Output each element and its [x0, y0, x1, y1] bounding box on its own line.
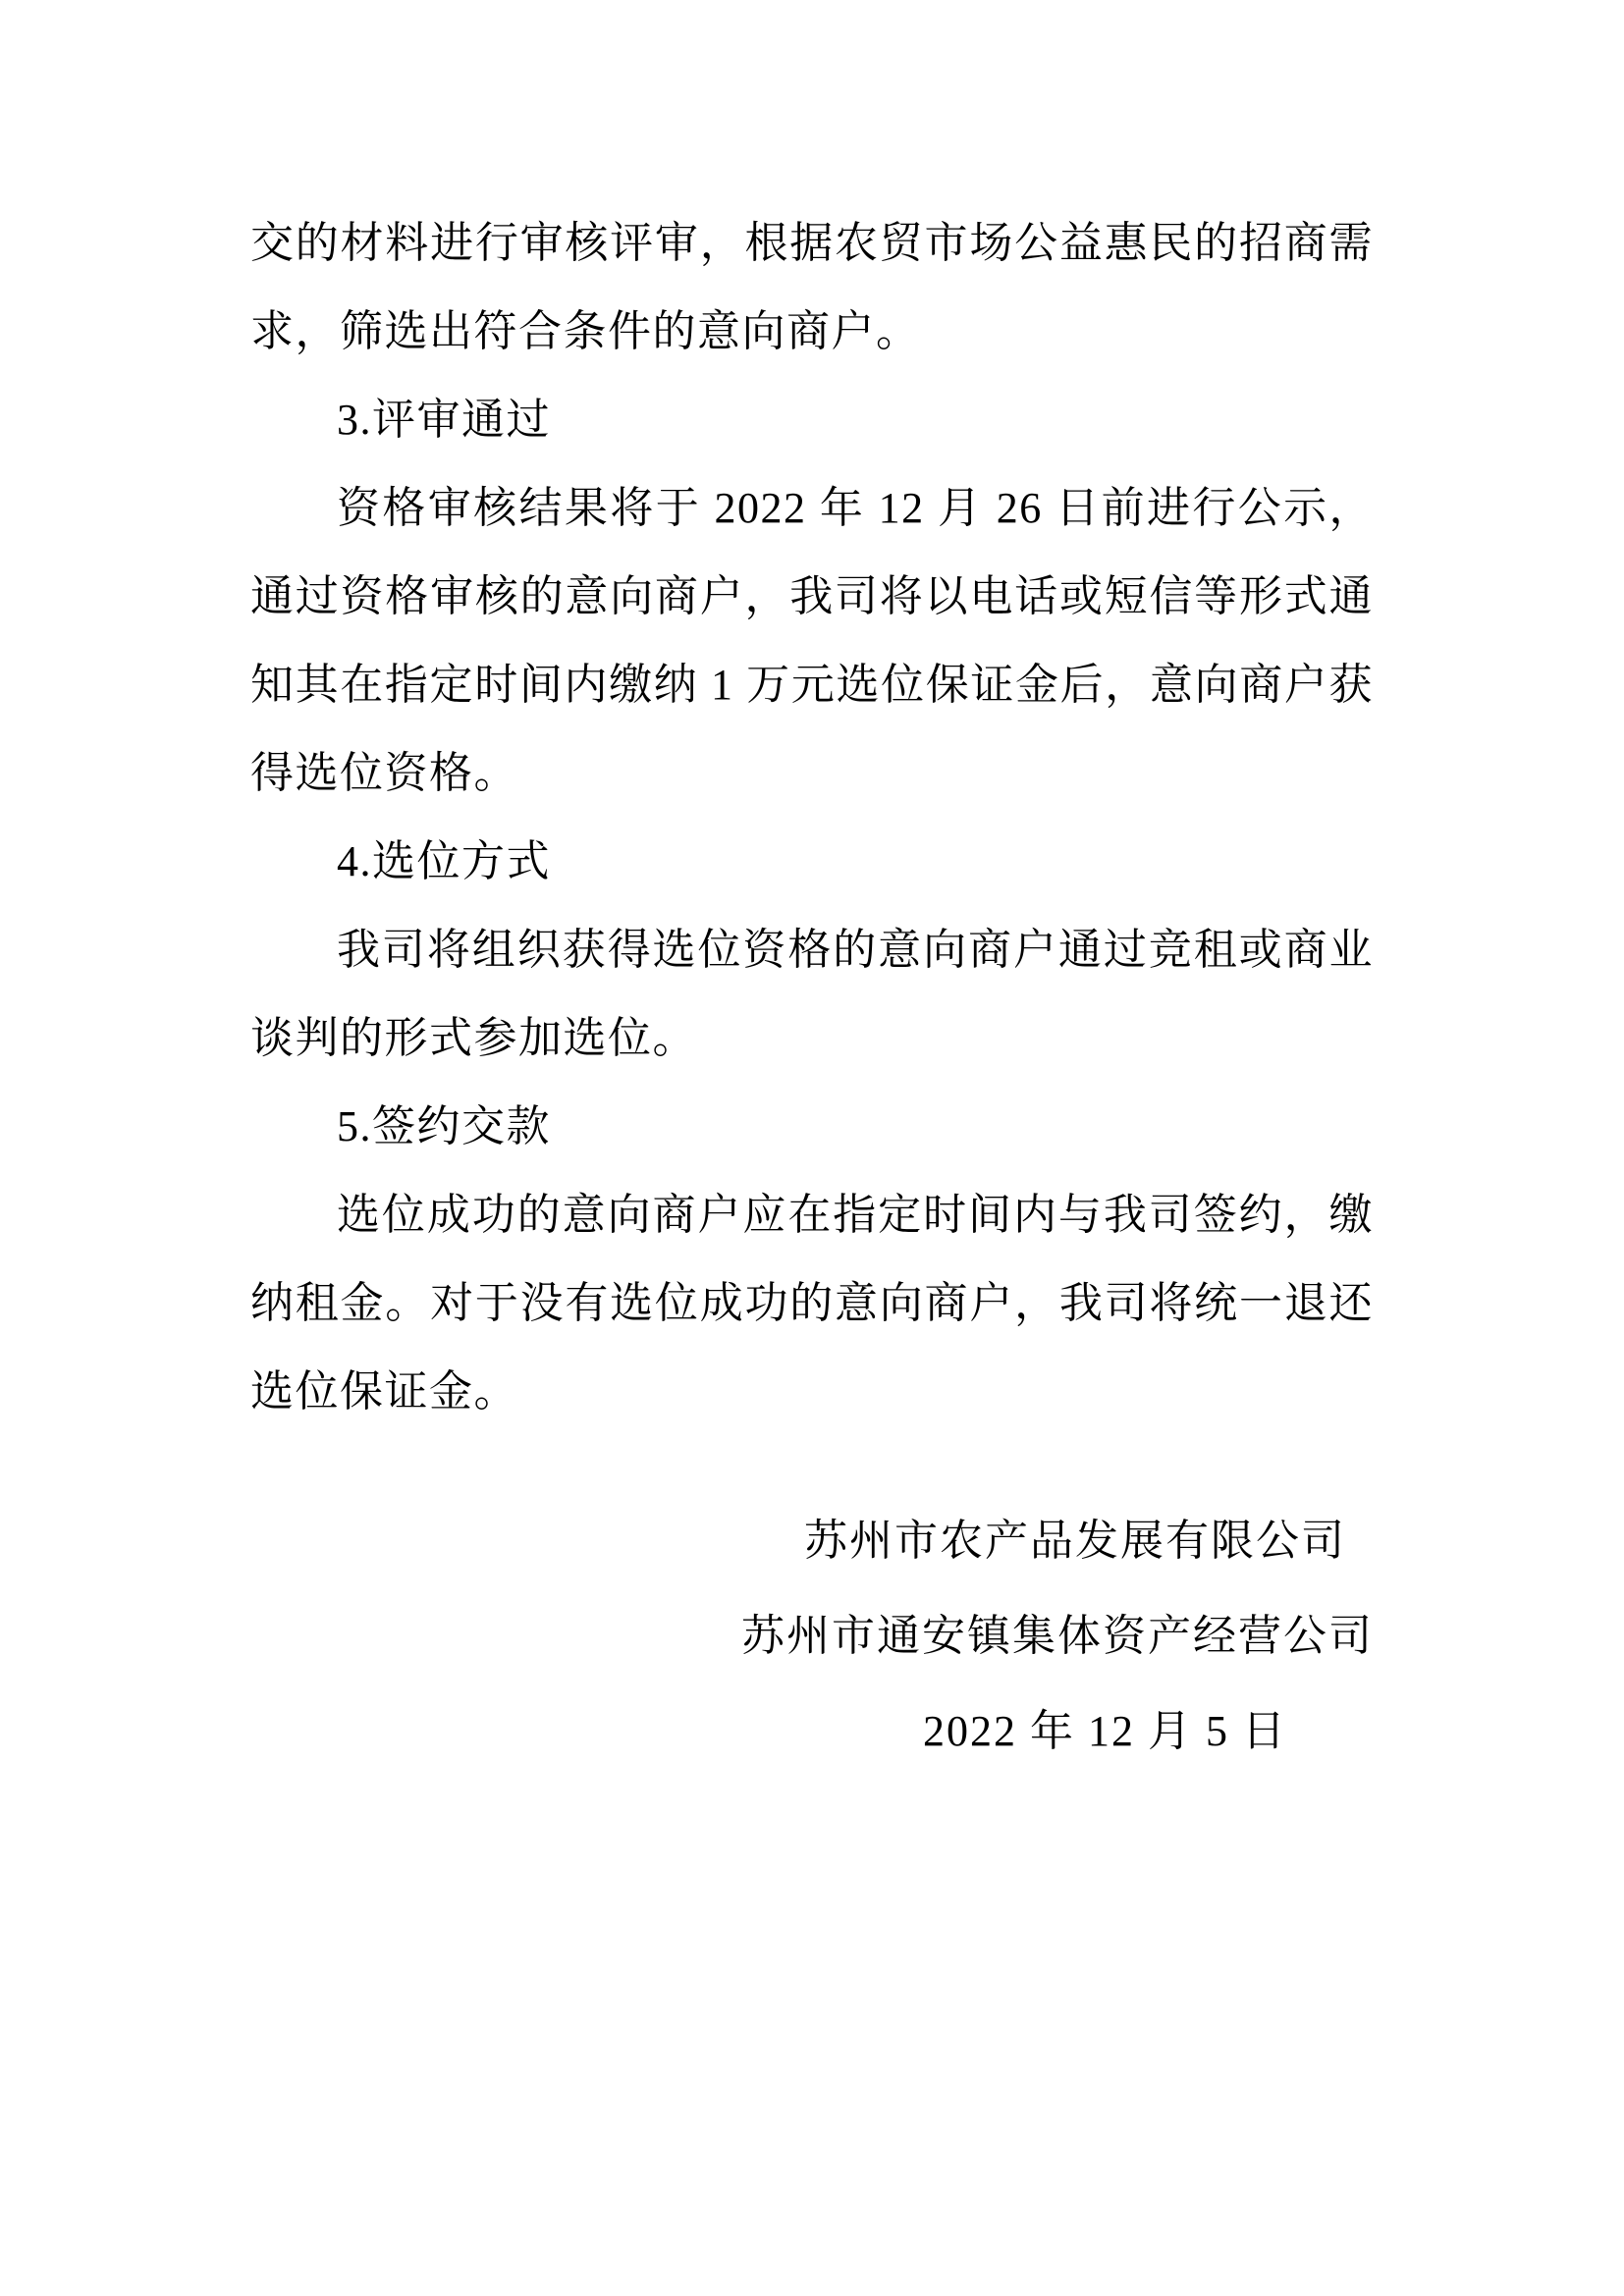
paragraph-sign-and-pay: 选位成功的意向商户应在指定时间内与我司签约，缴纳租金。对于没有选位成功的意向商户，我司将统一退还选位保证金。 [250, 1191, 1374, 1415]
signature-company-1: 苏州市农产品发展有限公司 [804, 1517, 1346, 1565]
signature-date: 2022 年 12 月 5 日 [923, 1707, 1287, 1755]
paragraph-selection-method: 我司将组织获得选位资格的意向商户通过竞租或商业谈判的形式参加选位。 [250, 926, 1374, 1062]
heading-3-review-pass: 3.评审通过 [337, 396, 551, 444]
document-body [250, 199, 1374, 1436]
signature-block [250, 1493, 1374, 1779]
signature-company-2: 苏州市通安镇集体资产经营公司 [741, 1612, 1374, 1660]
heading-4-selection-method: 4.选位方式 [337, 837, 551, 885]
paragraph-review-result: 资格审核结果将于 2022 年 12 月 26 日前进行公示，通过资格审核的意向商户，我司将以电话或短信等形式通知其在指定时间内缴纳 1 万元选位保证金后，意向商户获得选位资格。 [250, 484, 1374, 797]
heading-5-sign-and-pay: 5.签约交款 [337, 1102, 551, 1150]
paragraph-review-continuation: 交的材料进行审核评审，根据农贸市场公益惠民的招商需求，筛选出符合条件的意向商户。 [250, 219, 1374, 355]
